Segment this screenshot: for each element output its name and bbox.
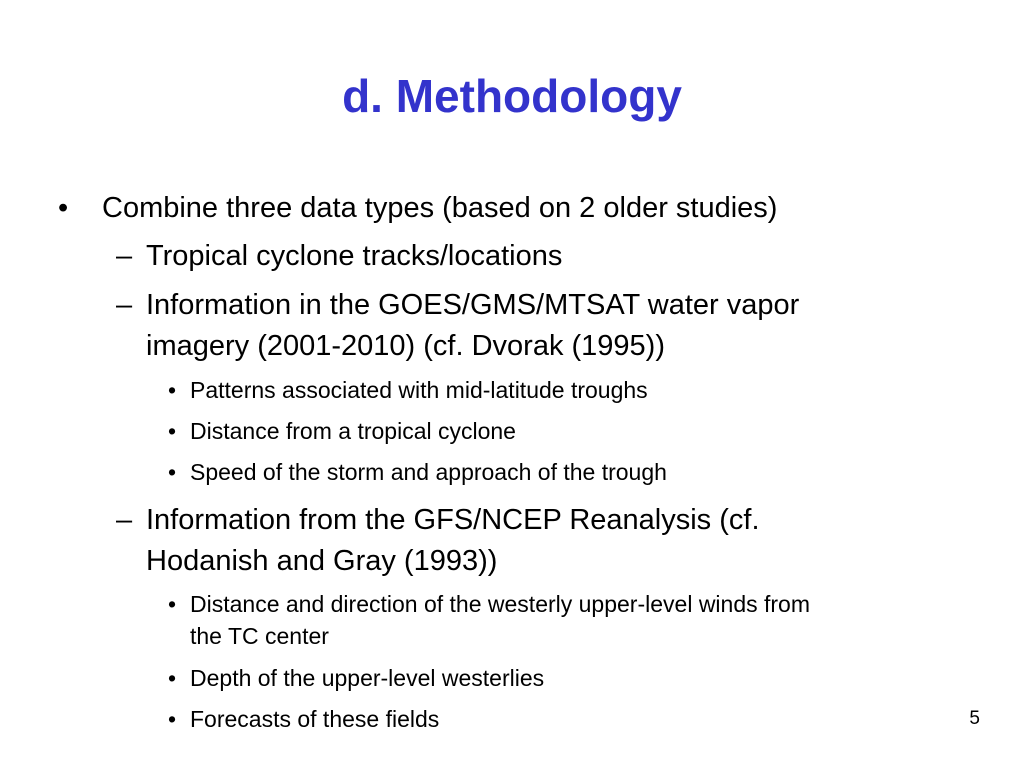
bullet-marker: •: [58, 192, 69, 224]
sub-item-text-line2: imagery (2001-2010) (cf. Dvorak (1995)): [146, 330, 665, 362]
dash-marker: –: [116, 504, 133, 536]
dash-marker: –: [116, 240, 133, 272]
sub-sub-item-text: Forecasts of these fields: [190, 706, 440, 732]
sub-sub-item-text: Patterns associated with mid-latitude troughs: [190, 377, 648, 403]
sub-sub-item-text: Depth of the upper-level westerlies: [190, 665, 545, 691]
bullet-marker: •: [168, 377, 177, 403]
bullet-marker: •: [168, 418, 177, 444]
bullet-marker: •: [168, 665, 177, 691]
slide-title: d. Methodology: [342, 70, 682, 122]
sub-sub-item-text-line2: the TC center: [190, 623, 329, 649]
bullet-text: Combine three data types (based on 2 older studies): [102, 192, 778, 224]
sub-item-text: Tropical cyclone tracks/locations: [146, 240, 563, 272]
bullet-marker: •: [168, 459, 177, 485]
sub-sub-item-text: Distance from a tropical cyclone: [190, 418, 516, 444]
sub-sub-item-text: Speed of the storm and approach of the trough: [190, 459, 667, 485]
dash-marker: –: [116, 289, 133, 321]
sub-item-text-line1: Information from the GFS/NCEP Reanalysis (cf.: [146, 504, 760, 536]
bullet-marker: •: [168, 706, 177, 732]
sub-sub-item-text-line1: Distance and direction of the westerly upper-level winds from: [190, 591, 811, 617]
bullet-marker: •: [168, 591, 177, 617]
page-number: 5: [969, 708, 980, 729]
sub-item-text-line2: Hodanish and Gray (1993)): [146, 545, 498, 577]
sub-item-text-line1: Information in the GOES/GMS/MTSAT water vapor: [146, 289, 800, 321]
